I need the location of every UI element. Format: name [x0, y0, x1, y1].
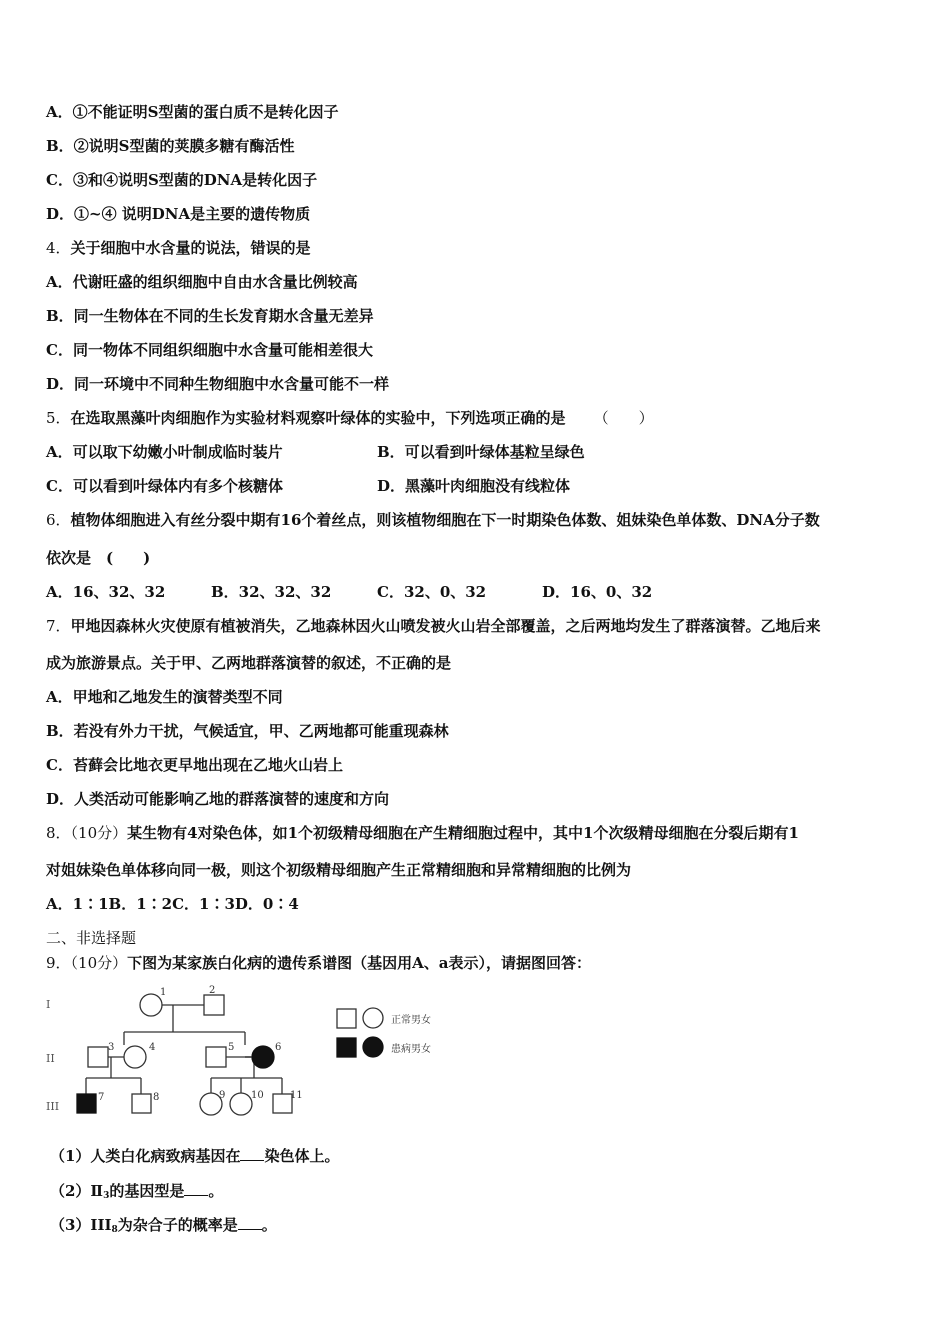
q7-option-d: D．人类活动可能影响乙地的群落演替的速度和方向	[46, 790, 390, 808]
q4-option-b: B．同一生物体在不同的生长发育期水含量无差异	[46, 307, 374, 325]
q9-sub3-subscript: 8	[111, 1225, 118, 1235]
q3-option-c: C．③和④说明S型菌的DNA是转化因子	[46, 171, 318, 189]
q9-sub3-text-a: （3）III	[50, 1216, 112, 1234]
label-5: 5	[228, 1042, 235, 1053]
q6-stem-line2: 依次是 ( )	[46, 549, 151, 567]
q9-score: （10分）	[70, 954, 128, 972]
q9-sub1-blank[interactable]	[240, 1146, 264, 1161]
q6-number: 6．	[46, 511, 71, 529]
q7-option-b: B．若没有外力干扰，气候适宜，甲、乙两地都可能重现森林	[46, 722, 449, 740]
q5-option-a: A．可以取下幼嫩小叶制成临时装片	[46, 443, 283, 461]
q9-sub2-text-a: （2）Ⅱ	[50, 1182, 104, 1200]
q5-stem	[46, 408, 654, 428]
pedigree-chart	[40, 982, 460, 1122]
individual-3-male-normal	[88, 1047, 108, 1067]
q9-stem-text: 下图为某家族白化病的遗传系谱图（基因用A、a表示），请据图回答：	[127, 954, 592, 972]
q9-sub3-blank[interactable]	[238, 1215, 262, 1230]
q7-option-a: A．甲地和乙地发生的演替类型不同	[46, 688, 283, 706]
q7-stem-text1: 甲地因森林火灾使原有植被消失，乙地森林因火山喷发被火山岩全部覆盖，之后两地均发生了群落演替。乙地后来	[70, 617, 821, 635]
q4-option-a: A．代谢旺盛的组织细胞中自由水含量比例较高	[46, 273, 358, 291]
q7-number: 7．	[46, 617, 71, 635]
q6-stem-text1: 植物体细胞进入有丝分裂中期有16个着丝点，则该植物细胞在下一时期染色体数、姐妹染色单体数、DNA分子数	[70, 511, 820, 529]
q7-stem-line1	[46, 616, 821, 636]
q4-stem-text: 关于细胞中水含量的说法，错误的是	[70, 239, 311, 257]
q6-stem-line1	[46, 510, 820, 530]
q9-sub2	[50, 1181, 223, 1206]
q3-option-d: D．①~④ 说明DNA是主要的遗传物质	[46, 205, 311, 223]
q9-stem	[46, 953, 591, 973]
legend-normal-male-symbol	[337, 1009, 356, 1028]
label-8: 8	[153, 1092, 160, 1103]
q6-option-a: A．16、32、32	[46, 583, 166, 601]
individual-10-female-normal	[230, 1093, 252, 1115]
individual-2-male-normal	[204, 995, 224, 1015]
q9-number: 9．	[46, 954, 71, 972]
individual-7-male-affected	[77, 1094, 96, 1113]
label-10: 10	[251, 1090, 264, 1101]
q9-sub2-text-c: 。	[208, 1182, 224, 1200]
q8-stem-line2: 对姐妹染色单体移向同一极，则这个初级精母细胞产生正常精细胞和异常精细胞的比例为	[46, 861, 632, 879]
q5-number: 5．	[46, 409, 71, 427]
q7-option-c: C．苔藓会比地衣更早地出现在乙地火山岩上	[46, 756, 343, 774]
label-4: 4	[149, 1042, 156, 1053]
gen-label-1: I	[46, 998, 51, 1011]
q8-stem-text1: 某生物有4对染色体，如1个初级精母细胞在产生精细胞过程中，其中1个次级精母细胞在分裂后期有1	[127, 824, 799, 842]
q9-sub3	[50, 1215, 277, 1240]
q6-option-b: B．32、32、32	[211, 583, 332, 601]
legend-affected-female-symbol	[363, 1037, 383, 1057]
label-2: 2	[209, 985, 216, 996]
individual-4-female-normal	[124, 1046, 146, 1068]
label-6: 6	[275, 1042, 282, 1053]
label-9: 9	[219, 1090, 226, 1101]
label-1: 1	[160, 987, 167, 998]
q3-option-b: B．②说明S型菌的荚膜多糖有酶活性	[46, 137, 295, 155]
q8-stem-line1	[46, 823, 799, 843]
q9-sub3-text-b: 为杂合子的概率是	[117, 1216, 238, 1234]
q9-sub1-text-a: （1）人类白化病致病基因在	[50, 1147, 241, 1165]
q9-sub2-blank[interactable]	[184, 1181, 208, 1196]
q4-option-d: D．同一环境中不同种生物细胞中水含量可能不一样	[46, 375, 390, 393]
gen-label-2: II	[46, 1052, 55, 1065]
q7-stem-line2: 成为旅游景点。关于甲、乙两地群落演替的叙述，不正确的是	[46, 654, 452, 672]
q9-sub3-text-c: 。	[261, 1216, 277, 1234]
q9-sub2-subscript: 3	[103, 1191, 110, 1201]
q5-stem-text: 在选取黑藻叶肉细胞作为实验材料观察叶绿体的实验中，下列选项正确的是	[70, 409, 566, 427]
q8-score: （10分）	[70, 824, 128, 842]
legend-normal-female-symbol	[363, 1008, 383, 1028]
q3-option-a: A．①不能证明S型菌的蛋白质不是转化因子	[46, 103, 339, 121]
legend-normal-label: 正常男女	[391, 1015, 431, 1026]
label-7: 7	[98, 1092, 105, 1103]
q5-option-b: B．可以看到叶绿体基粒呈绿色	[377, 443, 585, 461]
q6-option-c: C．32、0、32	[377, 583, 487, 601]
q5-paren: （ ）	[593, 409, 654, 427]
q5-option-c: C．可以看到叶绿体内有多个核糖体	[46, 477, 283, 495]
q9-sub1-text-b: 染色体上。	[264, 1147, 340, 1165]
individual-1-female-normal	[140, 994, 162, 1016]
section-heading: 二、非选择题	[46, 929, 137, 947]
legend-affected-label: 患病男女	[391, 1044, 431, 1055]
q6-option-d: D．16、0、32	[542, 583, 653, 601]
individual-6-female-affected	[252, 1046, 274, 1068]
individual-5-male-normal	[206, 1047, 226, 1067]
individual-8-male-normal	[132, 1094, 151, 1113]
q9-sub2-text-b: 的基因型是	[109, 1182, 185, 1200]
q4-option-c: C．同一物体不同组织细胞中水含量可能相差很大	[46, 341, 373, 359]
legend-affected-male-symbol	[337, 1038, 356, 1057]
label-11: 11	[290, 1090, 303, 1101]
q9-sub1	[50, 1146, 339, 1166]
q4-number: 4．	[46, 239, 71, 257]
q8-options: A．1∶1B．1∶2C．1∶3D．0∶4	[46, 895, 299, 913]
q4-stem	[46, 238, 311, 258]
q8-number: 8．	[46, 824, 71, 842]
q5-option-d: D．黑藻叶肉细胞没有线粒体	[377, 477, 571, 495]
gen-label-3: III	[46, 1100, 60, 1113]
label-3: 3	[108, 1042, 115, 1053]
